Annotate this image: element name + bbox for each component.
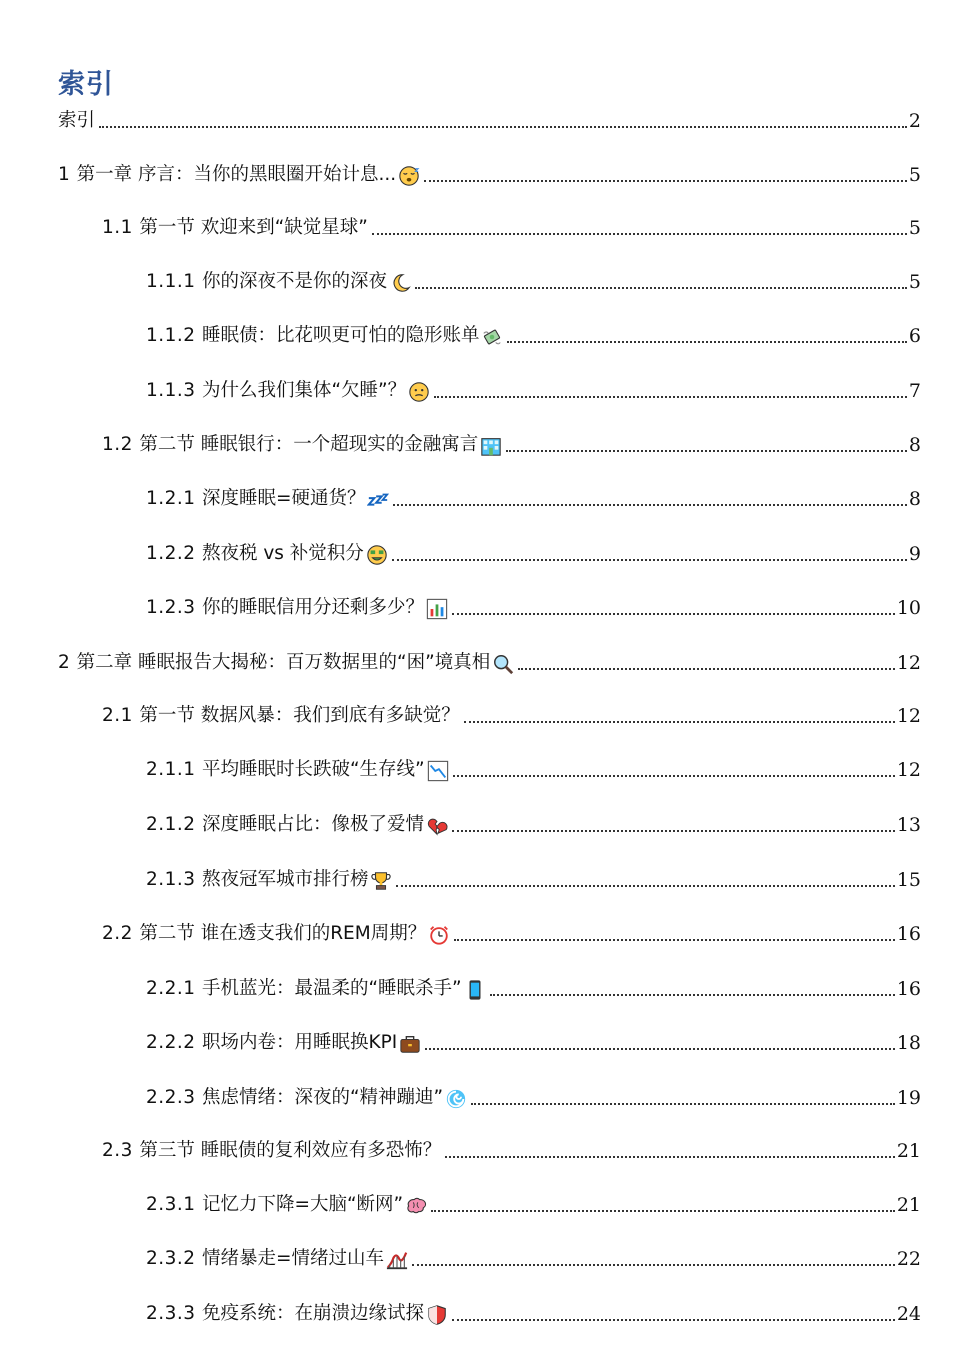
dot-leader — [425, 1048, 895, 1050]
toc-entry[interactable] — [146, 752, 921, 782]
bar-chart-icon — [426, 598, 448, 620]
cyclone-icon — [445, 1088, 467, 1110]
toc-entry-title: 第三节 睡眠债的复利效应有多恐怖？ — [139, 1140, 442, 1161]
toc-entry[interactable] — [102, 698, 921, 728]
dot-leader — [445, 1156, 895, 1158]
dot-leader — [452, 1319, 895, 1321]
toc-entry[interactable] — [146, 1025, 921, 1055]
bank-icon — [480, 435, 502, 457]
toc-entry[interactable] — [58, 645, 921, 675]
toc-entry-number: 1.2.2 — [146, 543, 202, 564]
toc-entry-page-number: 2 — [908, 110, 921, 132]
toc-entry-title: 深度睡眠=硬通货？ — [201, 488, 366, 509]
toc-entry-number: 2.2.2 — [146, 1032, 202, 1053]
trophy-icon — [370, 870, 392, 892]
toc-entry[interactable] — [146, 536, 921, 566]
toc-entry-title: 第一节 欢迎来到“缺觉星球” — [139, 217, 368, 238]
toc-entry[interactable] — [146, 590, 921, 620]
toc-entry[interactable] — [146, 318, 921, 348]
toc-entry-title: 你的深夜不是你的深夜 — [201, 271, 387, 292]
chart-decreasing-icon — [427, 760, 449, 782]
toc-entry-number: 2.2.1 — [146, 978, 202, 999]
toc-entry-number: 1.1 — [102, 217, 140, 238]
toc-entry-title: 熬夜税 vs 补觉积分 — [201, 543, 364, 564]
mobile-phone-icon — [464, 979, 486, 1001]
toc-entry-number: 2.2 — [102, 923, 140, 944]
toc-entry-page-number: 7 — [908, 380, 921, 402]
toc-entry-number: 2.3.2 — [146, 1248, 202, 1269]
toc-entry-number: 2.1.2 — [146, 814, 202, 835]
brain-icon — [405, 1195, 427, 1217]
dot-leader — [464, 721, 895, 723]
toc-entry-title: 第一章 序言：当你的黑眼圈开始计息... — [76, 164, 397, 185]
toc-entry-page-number: 21 — [896, 1194, 921, 1216]
toc-entry[interactable] — [146, 807, 921, 837]
zzz-icon — [367, 489, 389, 511]
toc-entry-number: 1 — [58, 164, 77, 185]
broken-heart-icon — [426, 815, 448, 837]
toc-entry[interactable] — [146, 862, 921, 892]
toc-entry-title: 情绪暴走=情绪过山车 — [201, 1248, 384, 1269]
toc-entry-number: 2.2.3 — [146, 1087, 202, 1108]
crescent-moon-icon — [389, 272, 411, 294]
dot-leader — [453, 775, 895, 777]
dot-leader — [434, 396, 907, 398]
toc-entry-page-number: 6 — [908, 325, 921, 347]
toc-entry[interactable] — [146, 1241, 921, 1271]
toc-entry[interactable] — [146, 481, 921, 511]
toc-entry-title: 职场内卷：用睡眠换KPI — [201, 1032, 398, 1053]
roller-coaster-icon — [386, 1249, 408, 1271]
toc-entry-page-number: 12 — [896, 705, 921, 727]
toc-entry-page-number: 16 — [896, 923, 921, 945]
toc-entry[interactable] — [102, 1133, 921, 1163]
dot-leader — [452, 613, 895, 615]
dot-leader — [392, 559, 907, 561]
sleepy-face-icon — [398, 165, 420, 187]
toc-entry-page-number: 12 — [896, 652, 921, 674]
dot-leader — [431, 1210, 895, 1212]
toc-entry-title: 手机蓝光：最温柔的“睡眠杀手” — [201, 978, 462, 999]
toc-entry-page-number: 12 — [896, 759, 921, 781]
toc-entry[interactable] — [102, 427, 921, 457]
toc-entry-number: 1.2 — [102, 434, 140, 455]
toc-entry-title: 睡眠债：比花呗更可怕的隐形账单 — [201, 325, 480, 346]
toc-entry-page-number: 10 — [896, 597, 921, 619]
toc-entry-title: 第二章 睡眠报告大揭秘：百万数据里的“困”境真相 — [76, 652, 491, 673]
toc-entry-number: 1.1.1 — [146, 271, 202, 292]
dot-leader — [506, 450, 907, 452]
dot-leader — [415, 287, 907, 289]
toc-entry-title: 深度睡眠占比：像极了爱情 — [201, 814, 424, 835]
dot-leader — [490, 994, 895, 996]
toc-entry-title: 第二节 谁在透支我们的REM周期？ — [139, 923, 427, 944]
toc-entry-title: 第一节 数据风暴：我们到底有多缺觉？ — [139, 705, 460, 726]
dot-leader — [99, 126, 907, 128]
toc-entry[interactable] — [58, 103, 921, 133]
dot-leader — [393, 504, 906, 506]
toc-entry-number: 2 — [58, 652, 77, 673]
toc-entry-page-number: 5 — [908, 271, 921, 293]
toc-entry-title: 第二节 睡眠银行：一个超现实的金融寓言 — [139, 434, 479, 455]
toc-entry-title: 为什么我们集体“欠睡”？ — [201, 380, 407, 401]
dot-leader — [518, 668, 895, 670]
toc-entry-page-number: 15 — [896, 869, 921, 891]
toc-entry-page-number: 8 — [908, 488, 921, 510]
toc-entry-number: 2.1.3 — [146, 869, 202, 890]
toc-entry-page-number: 5 — [908, 164, 921, 186]
toc-entry-page-number: 8 — [908, 434, 921, 456]
toc-entry-title: 你的睡眠信用分还剩多少？ — [201, 597, 424, 618]
toc-entry-title: 熬夜冠军城市排行榜 — [201, 869, 369, 890]
toc-entry-number: 1.2.3 — [146, 597, 202, 618]
toc-entry-title: 索引 — [58, 110, 96, 131]
dot-leader — [396, 885, 894, 887]
toc-entry-page-number: 18 — [896, 1032, 921, 1054]
shield-icon — [426, 1304, 448, 1326]
toc-entry[interactable] — [146, 971, 921, 1001]
toc-entry-number: 2.3.1 — [146, 1194, 202, 1215]
toc-entry-title: 记忆力下降=大脑“断网” — [201, 1194, 404, 1215]
toc-entry-number: 1.2.1 — [146, 488, 202, 509]
toc-entry-page-number: 13 — [896, 814, 921, 836]
toc-entry[interactable] — [146, 1187, 921, 1217]
toc-entry-title: 焦虑情绪：深夜的“精神蹦迪” — [201, 1087, 444, 1108]
toc-entry-number: 2.3.3 — [146, 1303, 202, 1324]
dot-leader — [471, 1103, 895, 1105]
dot-leader — [507, 341, 906, 343]
dot-leader — [372, 233, 907, 235]
toc-entry-page-number: 5 — [908, 217, 921, 239]
toc-entry-number: 2.3 — [102, 1140, 140, 1161]
toc-entry-number: 2.1.1 — [146, 759, 202, 780]
dot-leader — [452, 830, 895, 832]
dot-leader — [412, 1264, 895, 1266]
toc-entry[interactable] — [146, 1296, 921, 1326]
magnifier-icon — [492, 653, 514, 675]
toc-entry-page-number: 21 — [896, 1140, 921, 1162]
toc-entry-page-number: 24 — [896, 1303, 921, 1325]
toc-entry-title: 平均睡眠时长跌破“生存线” — [201, 759, 425, 780]
money-wings-icon — [481, 326, 503, 348]
toc-entry-page-number: 19 — [896, 1087, 921, 1109]
toc-entry[interactable] — [58, 157, 921, 187]
toc-entry[interactable] — [146, 1080, 921, 1110]
briefcase-icon — [399, 1033, 421, 1055]
toc-entry-page-number: 22 — [896, 1248, 921, 1270]
toc-entry[interactable] — [146, 264, 921, 294]
money-face-icon — [366, 544, 388, 566]
toc-entry-number: 1.1.2 — [146, 325, 202, 346]
toc-entry-title: 免疫系统：在崩溃边缘试探 — [201, 1303, 424, 1324]
toc-entry[interactable] — [102, 210, 921, 240]
toc-entry-page-number: 9 — [908, 543, 921, 565]
confused-face-icon — [408, 381, 430, 403]
toc-entry-number: 2.1 — [102, 705, 140, 726]
toc-entry-page-number: 16 — [896, 978, 921, 1000]
toc-entry[interactable] — [146, 373, 921, 403]
toc-heading: 索引 — [58, 69, 114, 100]
dot-leader — [454, 939, 895, 941]
dot-leader — [424, 180, 907, 182]
toc-entry[interactable] — [102, 916, 921, 946]
alarm-clock-icon — [428, 924, 450, 946]
toc-entry-number: 1.1.3 — [146, 380, 202, 401]
